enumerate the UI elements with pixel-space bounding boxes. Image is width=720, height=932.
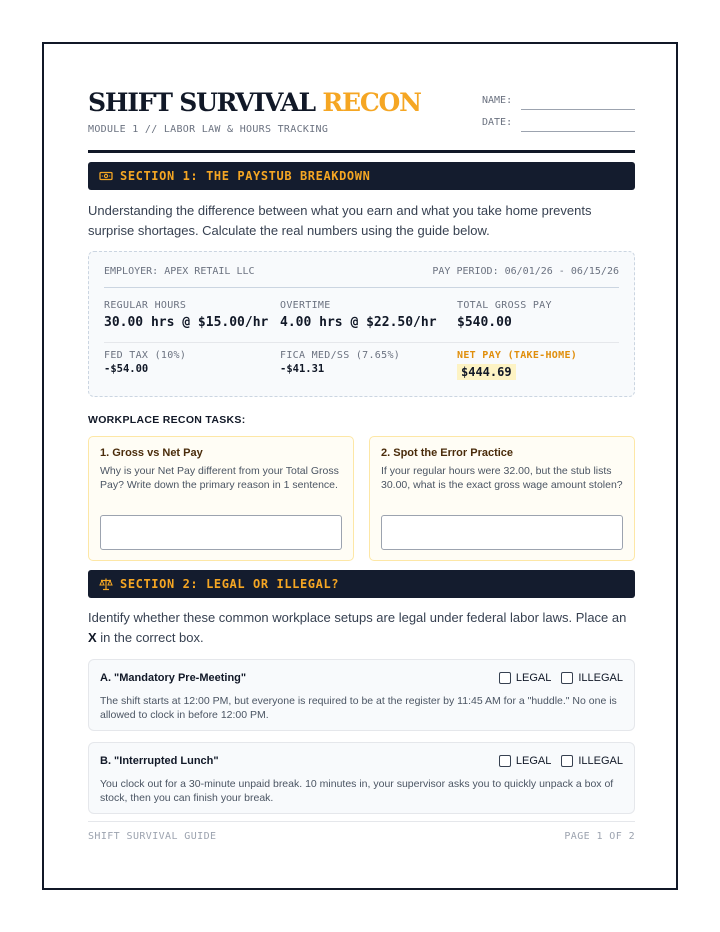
task-title: 1. Gross vs Net Pay [100,447,203,459]
scenario-header [100,753,623,769]
overtime-label: OVERTIME [280,300,331,311]
scenario-header [100,670,623,686]
task-answer-field[interactable] [381,515,623,550]
paystub-header [104,266,619,288]
task-answer-field[interactable] [100,515,342,550]
fica [280,350,400,375]
tasks-label: WORKPLACE RECON TASKS: [88,414,246,426]
legal-checkbox[interactable] [499,672,511,684]
intro-text-end: in the correct box. [96,630,204,645]
name-label: NAME: [482,95,513,106]
fica-value: -$41.31 [280,363,325,375]
scenario-description: The shift starts at 12:00 PM, but everyone is required to be at the register by 11:45 AM for a "huddle." No one is allowed to clock in before 12:00 PM. [100,695,617,721]
student-fields [482,88,635,132]
header-divider [88,150,635,153]
scenario-title: A. "Mandatory Pre-Meeting" [100,672,247,684]
section-2-intro [88,608,635,648]
gross-pay-label: TOTAL GROSS PAY [457,300,552,311]
scenario-checkboxes [489,755,623,767]
legal-label: LEGAL [515,755,552,767]
illegal-option[interactable] [561,672,623,684]
illegal-checkbox[interactable] [561,755,573,767]
section-2-header [88,570,635,598]
title-accent: RECON [322,88,421,117]
task-card-spot-the-error [369,436,635,561]
net-pay-label: NET PAY (TAKE-HOME) [457,350,578,361]
regular-hours-label: REGULAR HOURS [104,300,187,311]
date-label: DATE: [482,117,513,128]
net-pay [457,350,577,380]
name-field[interactable] [521,96,635,110]
worksheet-page [42,42,678,890]
intro-text: Identify whether these common workplace setups are legal under federal labor laws. Place an [88,610,627,625]
scenario-title: B. "Interrupted Lunch" [100,755,219,767]
section-1-title: SECTION 1: THE PAYSTUB BREAKDOWN [120,169,371,183]
section-2-title: SECTION 2: LEGAL OR ILLEGAL? [120,577,340,591]
pay-period: PAY PERIOD: 06/01/26 - 06/15/26 [432,266,619,277]
legal-label: LEGAL [515,672,552,684]
section-1-intro: Understanding the difference between what you earn and what you take home prevents surprise shortages. Calculate the real numbers using the guide below. [88,203,592,238]
intro-mark: X [88,630,97,645]
scenario-card-pre-meeting [88,659,635,731]
scenario-description: You clock out for a 30-minute unpaid break. 10 minutes in, your supervisor asks you to quickly unpack a box of stock, then you can finish your break. [100,778,614,804]
fica-label: FICA MED/SS (7.65%) [280,350,401,361]
paystub-divider [104,342,619,343]
money-icon [99,169,113,183]
module-subtitle: MODULE 1 // LABOR LAW & HOURS TRACKING [88,124,329,135]
name-field-row [482,88,635,110]
regular-hours [104,300,268,330]
task-card-gross-vs-net [88,436,354,561]
page-title [88,88,421,118]
fed-tax-label: FED TAX (10%) [104,350,187,361]
gross-pay-value: $540.00 [457,315,512,330]
date-field[interactable] [521,118,635,132]
illegal-label: ILLEGAL [578,755,623,767]
section-1-header [88,162,635,190]
title-main: SHIFT SURVIVAL [88,88,315,117]
gross-pay [457,300,552,330]
paystub [88,251,635,397]
illegal-option[interactable] [561,755,623,767]
date-field-row [482,110,635,132]
task-prompt: Why is your Net Pay different from your Total Gross Pay? Write down the primary reason in 1 sentence. [100,465,339,491]
legal-option[interactable] [499,672,551,684]
header [88,88,421,135]
net-pay-value: $444.69 [457,364,516,380]
legal-checkbox[interactable] [499,755,511,767]
scenario-checkboxes [489,672,623,684]
scales-icon [99,577,113,591]
overtime [280,300,437,330]
illegal-checkbox[interactable] [561,672,573,684]
fed-tax [104,350,186,375]
scenario-card-interrupted-lunch [88,742,635,814]
employer-name: EMPLOYER: APEX RETAIL LLC [104,266,255,277]
fed-tax-value: -$54.00 [104,363,149,375]
page-footer [88,821,635,842]
page-number: PAGE 1 OF 2 [564,831,635,842]
task-title: 2. Spot the Error Practice [381,447,514,459]
illegal-label: ILLEGAL [578,672,623,684]
task-prompt: If your regular hours were 32.00, but the stub lists 30.00, what is the exact gross wage amount stolen? [381,465,623,491]
overtime-value: 4.00 hrs @ $22.50/hr [280,315,437,330]
footer-guide-name: SHIFT SURVIVAL GUIDE [88,831,217,842]
legal-option[interactable] [499,755,551,767]
regular-hours-value: 30.00 hrs @ $15.00/hr [104,315,269,330]
